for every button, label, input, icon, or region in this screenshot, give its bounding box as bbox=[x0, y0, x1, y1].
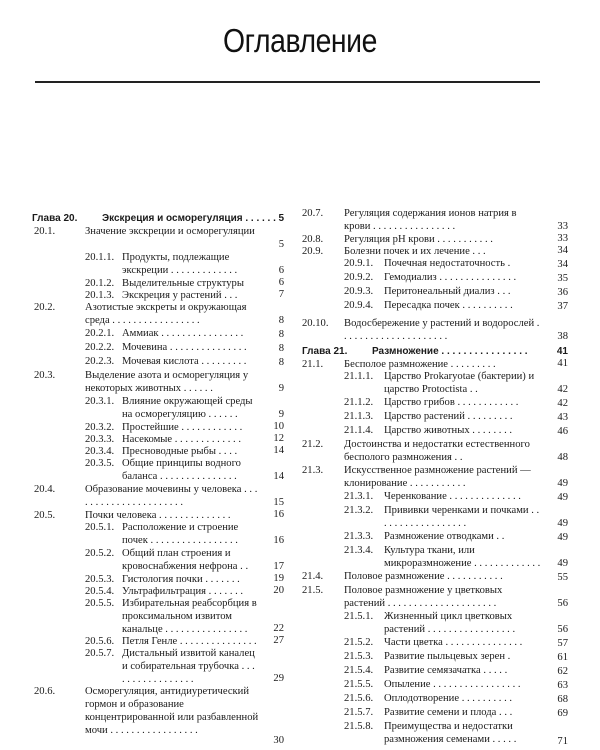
toc-entry[interactable] bbox=[302, 692, 568, 706]
toc-section-title: Экскреция у растений . . . bbox=[122, 290, 238, 301]
toc-section-number: 20.9.1. bbox=[344, 258, 374, 269]
toc-section-title: Бесполое размножение . . . . . . . . . bbox=[344, 359, 496, 370]
toc-section-title: Жизненный цикл цветковых растений . . . . . . . . . . . . . . . . . bbox=[384, 611, 516, 635]
toc-entry[interactable] bbox=[302, 570, 568, 584]
toc-page-number: 46 bbox=[557, 426, 568, 437]
toc-section-number: 20.2.1. bbox=[85, 328, 115, 339]
toc-entry[interactable] bbox=[32, 647, 284, 685]
toc-page-number: 5 bbox=[278, 213, 284, 224]
toc-entry[interactable] bbox=[302, 245, 568, 257]
toc-section-title: Половое размножение . . . . . . . . . . . bbox=[344, 571, 503, 582]
toc-page-number: 49 bbox=[557, 478, 568, 489]
toc-section-title: Мочевая кислота . . . . . . . . . bbox=[122, 356, 247, 367]
toc-section-title: Образование мочевины у человека . . . . . . . . . . . . . . . . . . . . . . bbox=[85, 484, 258, 508]
toc-page-number: 69 bbox=[557, 708, 568, 719]
toc-section-number: 21.3.2. bbox=[344, 505, 374, 516]
toc-page-number: 49 bbox=[557, 532, 568, 543]
toc-section-number: 20.5.7. bbox=[85, 648, 115, 659]
title-divider bbox=[35, 81, 540, 83]
toc-entry[interactable] bbox=[32, 483, 284, 509]
toc-section-number: 21.1. bbox=[302, 359, 324, 370]
toc-page-number: 48 bbox=[557, 452, 568, 463]
toc-page-number: 71 bbox=[557, 736, 568, 747]
toc-entry[interactable] bbox=[302, 664, 568, 678]
toc-page-number: 15 bbox=[273, 497, 284, 508]
toc-section-number: 21.5.8. bbox=[344, 721, 374, 732]
toc-section-title: Насекомые . . . . . . . . . . . . . bbox=[122, 434, 241, 445]
toc-section-number: 21.1.3. bbox=[344, 411, 374, 422]
toc-entry[interactable] bbox=[32, 585, 284, 597]
toc-section-number: 21.1.1. bbox=[344, 371, 374, 382]
toc-section-title: Ультрафильтрация . . . . . . . bbox=[122, 586, 244, 597]
toc-section-title: Общие принципы водного баланса . . . . . . . . . . . . . . . bbox=[122, 458, 241, 482]
toc-page-number: 6 bbox=[278, 265, 284, 276]
toc-entry[interactable] bbox=[302, 317, 568, 343]
toc-section-title: Культура ткани, или микроразмножение . . . . . . . . . . . . . bbox=[384, 545, 541, 569]
toc-page-number: 57 bbox=[557, 638, 568, 649]
toc-page-number: 30 bbox=[273, 735, 284, 746]
toc-section-title: Развитие семязачатка . . . . . bbox=[384, 665, 508, 676]
toc-entry[interactable] bbox=[302, 706, 568, 720]
toc-section-number: 20.5. bbox=[34, 510, 56, 521]
toc-page-number: 61 bbox=[557, 652, 568, 663]
toc-entry[interactable] bbox=[302, 720, 568, 748]
toc-section-title: Мочевина . . . . . . . . . . . . . . . bbox=[122, 342, 247, 353]
toc-section-number: 20.1.1. bbox=[85, 252, 115, 263]
toc-section-title: Выделительные структуры bbox=[122, 278, 244, 289]
toc-section-title: Общий план строения и кровоснабжения нефрона . . bbox=[122, 548, 249, 572]
toc-section-title: Перитонеальный диализ . . . bbox=[384, 286, 511, 297]
toc-page-number: 19 bbox=[273, 573, 284, 584]
toc-section-number: 20.2.2. bbox=[85, 342, 115, 353]
toc-section-title: Искусственное размножение растений — клонирование . . . . . . . . . . . bbox=[344, 465, 531, 489]
toc-page-number: 9 bbox=[278, 409, 284, 420]
toc-page-number: 6 bbox=[278, 277, 284, 288]
toc-entry[interactable] bbox=[302, 410, 568, 424]
toc-entry[interactable] bbox=[302, 358, 568, 370]
toc-section-number: 20.5.6. bbox=[85, 636, 115, 647]
toc-page-number: 43 bbox=[557, 412, 568, 423]
toc-section-title: Преимущества и недостатки размножения семенами . . . . . bbox=[384, 721, 517, 745]
toc-page-number: 36 bbox=[557, 287, 568, 298]
toc-section-number: 21.5.7. bbox=[344, 707, 374, 718]
toc-section-number: 21.3. bbox=[302, 465, 324, 476]
toc-page-number: 16 bbox=[273, 509, 284, 520]
toc-page-number: 10 bbox=[273, 421, 284, 432]
toc-section-title: Гистология почки . . . . . . . bbox=[122, 574, 240, 585]
toc-section-number: 20.1.3. bbox=[85, 290, 115, 301]
toc-entry[interactable] bbox=[302, 271, 568, 285]
toc-page-number: 17 bbox=[273, 561, 284, 572]
toc-section-title: Регуляция содержания ионов натрия в крови . . . . . . . . . . . . . . . . bbox=[344, 208, 517, 232]
toc-section-number: 20.5.2. bbox=[85, 548, 115, 559]
toc-entry[interactable] bbox=[32, 395, 284, 421]
toc-section-number: 21.4. bbox=[302, 571, 324, 582]
toc-chapter-title bbox=[32, 212, 284, 225]
toc-page-number: 8 bbox=[278, 329, 284, 340]
toc-entry[interactable] bbox=[302, 490, 568, 504]
toc-entry[interactable] bbox=[32, 573, 284, 585]
toc-page-number: 55 bbox=[557, 572, 568, 583]
toc-entry[interactable] bbox=[302, 207, 568, 233]
toc-section-number: 20.3. bbox=[34, 370, 56, 381]
toc-page-number: 34 bbox=[557, 259, 568, 270]
toc-entry[interactable] bbox=[32, 445, 284, 457]
toc-section-title: Болезни почек и их лечение . . . bbox=[344, 246, 486, 257]
toc-section-title: Гемодиализ . . . . . . . . . . . . . . . bbox=[384, 272, 517, 283]
toc-section-number: 20.10. bbox=[302, 318, 329, 329]
toc-section-title: Аммиак . . . . . . . . . . . . . . . . bbox=[122, 328, 244, 339]
toc-section-title: Опыление . . . . . . . . . . . . . . . . . bbox=[384, 679, 521, 690]
toc-section-title: Азотистые экскреты и окружающая среда . . . . . . . . . . . . . . . . . bbox=[85, 302, 247, 326]
toc-section-number: 21.5.3. bbox=[344, 651, 374, 662]
toc-section-title: Регуляция pH крови . . . . . . . . . . . bbox=[344, 234, 493, 245]
toc-entry[interactable] bbox=[302, 233, 568, 245]
toc-section-number: 20.9. bbox=[302, 246, 324, 257]
toc-section-title: Дистальный извитой каналец и собирательная трубочка . . . . . . . . . . . . . . . . . bbox=[122, 648, 255, 685]
toc-entry[interactable] bbox=[32, 547, 284, 573]
toc-entry[interactable] bbox=[32, 421, 284, 433]
toc-entry[interactable] bbox=[32, 369, 284, 395]
toc-entry[interactable] bbox=[32, 685, 284, 747]
toc-section-number: 20.4. bbox=[34, 484, 56, 495]
toc-entry[interactable] bbox=[302, 370, 568, 396]
toc-section-title: Царство грибов . . . . . . . . . . . . bbox=[384, 397, 519, 408]
toc-chapter-title bbox=[302, 345, 568, 358]
toc-page-number: 56 bbox=[557, 598, 568, 609]
toc-chapter-number: Глава 21. bbox=[302, 346, 348, 357]
toc-section-title: Пересадка почек . . . . . . . . . . bbox=[384, 300, 513, 311]
toc-section-number: 20.2.3. bbox=[85, 356, 115, 367]
toc-entry[interactable] bbox=[32, 521, 284, 547]
toc-section-title: Значение экскреции и осморегуляции bbox=[85, 226, 255, 237]
toc-section-number: 20.1.2. bbox=[85, 278, 115, 289]
toc-page-number: 29 bbox=[273, 673, 284, 684]
toc-section-number: 20.7. bbox=[302, 208, 324, 219]
toc-section-title: Простейшие . . . . . . . . . . . . bbox=[122, 422, 243, 433]
toc-page-number: 9 bbox=[278, 383, 284, 394]
toc-page-number: 49 bbox=[557, 492, 568, 503]
toc-section-number: 21.3.4. bbox=[344, 545, 374, 556]
toc-page-number: 68 bbox=[557, 694, 568, 705]
toc-section-number: 20.5.1. bbox=[85, 522, 115, 533]
toc-entry[interactable] bbox=[302, 530, 568, 544]
toc-entry[interactable] bbox=[32, 457, 284, 483]
toc-page-number: 49 bbox=[557, 518, 568, 529]
toc-right-column bbox=[302, 207, 568, 748]
toc-page-number: 56 bbox=[557, 624, 568, 635]
toc-section-number: 21.3.3. bbox=[344, 531, 374, 542]
toc-page-number: 12 bbox=[273, 433, 284, 444]
toc-entry[interactable] bbox=[32, 277, 284, 289]
toc-entry[interactable] bbox=[302, 610, 568, 636]
toc-page-number: 33 bbox=[557, 221, 568, 232]
toc-page-number: 35 bbox=[557, 273, 568, 284]
toc-left-column bbox=[32, 207, 284, 747]
toc-entry[interactable] bbox=[302, 584, 568, 610]
toc-section-number: 21.2. bbox=[302, 439, 324, 450]
toc-entry[interactable] bbox=[32, 225, 284, 251]
toc-entry[interactable] bbox=[32, 635, 284, 647]
toc-page-number: 41 bbox=[557, 358, 568, 369]
toc-section-number: 20.5.5. bbox=[85, 598, 115, 609]
toc-entry[interactable] bbox=[302, 650, 568, 664]
toc-entry[interactable] bbox=[32, 597, 284, 635]
toc-section-number: 20.8. bbox=[302, 234, 324, 245]
toc-section-title: Продукты, подлежащие экскреции . . . . . . . . . . . . . bbox=[122, 252, 238, 276]
toc-section-number: 20.5.3. bbox=[85, 574, 115, 585]
toc-section-title: Почки человека . . . . . . . . . . . . . . bbox=[85, 510, 231, 521]
toc-entry[interactable] bbox=[32, 289, 284, 301]
toc-section-title: Достоинства и недостатки естественного бесполого размножения . . bbox=[344, 439, 530, 463]
toc-entry[interactable] bbox=[302, 544, 568, 570]
toc-entry[interactable] bbox=[32, 327, 284, 341]
toc-section-number: 21.3.1. bbox=[344, 491, 374, 502]
toc-page-number: 16 bbox=[273, 535, 284, 546]
toc-section-title: Царство Prokaryotae (бактерии) и царство Protoctista . . bbox=[384, 371, 535, 395]
toc-page-number: 8 bbox=[278, 315, 284, 326]
toc-page-number: 41 bbox=[556, 346, 568, 357]
toc-section-number: 21.5.2. bbox=[344, 637, 374, 648]
toc-page-number: 8 bbox=[278, 343, 284, 354]
toc-section-number: 21.5.5. bbox=[344, 679, 374, 690]
toc-entry[interactable] bbox=[302, 299, 568, 313]
toc-chapter-number: Глава 20. bbox=[32, 213, 78, 224]
toc-page-number: 22 bbox=[273, 623, 284, 634]
toc-section-number: 21.1.2. bbox=[344, 397, 374, 408]
toc-page-number: 63 bbox=[557, 680, 568, 691]
toc-page-number: 37 bbox=[557, 301, 568, 312]
toc-section-title: Оплодотворение . . . . . . . . . . bbox=[384, 693, 513, 704]
toc-chapter-entry[interactable] bbox=[32, 212, 284, 225]
toc-page-number: 34 bbox=[557, 245, 568, 256]
toc-section-number: 21.5. bbox=[302, 585, 324, 596]
toc-entry[interactable] bbox=[32, 341, 284, 355]
toc-entry[interactable] bbox=[302, 504, 568, 530]
toc-section-title: Развитие семени и плода . . . bbox=[384, 707, 513, 718]
toc-section-number: 21.5.6. bbox=[344, 693, 374, 704]
toc-entry[interactable] bbox=[32, 433, 284, 445]
toc-chapter-text: Экскреция и осморегуляция . . . . . . bbox=[102, 213, 276, 224]
toc-section-title: Царство животных . . . . . . . . bbox=[384, 425, 513, 436]
toc-entry[interactable] bbox=[302, 257, 568, 271]
toc-entry[interactable] bbox=[32, 355, 284, 369]
toc-section-number: 20.6. bbox=[34, 686, 56, 697]
toc-page-number: 33 bbox=[557, 233, 568, 244]
toc-section-title: Половое размножение у цветковых растений . . . . . . . . . . . . . . . . . . . . . bbox=[344, 585, 503, 609]
toc-section-number: 20.9.4. bbox=[344, 300, 374, 311]
toc-entry[interactable] bbox=[302, 396, 568, 410]
toc-section-number: 21.1.4. bbox=[344, 425, 374, 436]
toc-section-number: 20.3.4. bbox=[85, 446, 115, 457]
toc-section-number: 20.3.3. bbox=[85, 434, 115, 445]
toc-section-title: Петля Генле . . . . . . . . . . . . . . . bbox=[122, 636, 257, 647]
toc-page-number: 5 bbox=[278, 239, 284, 250]
toc-section-title: Избирательная реабсорбция в проксимальном извитом канальце . . . . . . . . . . . . . . . . bbox=[122, 598, 257, 635]
toc-section-title: Царство растений . . . . . . . . . bbox=[384, 411, 513, 422]
toc-entry[interactable] bbox=[302, 285, 568, 299]
toc-section-title: Прививки черенками и почками . . . . . . . . . . . . . . . . . . bbox=[384, 505, 540, 529]
toc-section-title: Выделение азота и осморегуляция у некоторых животных . . . . . . bbox=[85, 370, 249, 394]
toc-section-title: Расположение и строение почек . . . . . . . . . . . . . . . . . bbox=[122, 522, 239, 546]
toc-section-number: 20.9.2. bbox=[344, 272, 374, 283]
toc-section-number: 20.1. bbox=[34, 226, 56, 237]
toc-entry[interactable] bbox=[302, 424, 568, 438]
toc-entry[interactable] bbox=[32, 301, 284, 327]
toc-page-number: 7 bbox=[278, 289, 284, 300]
toc-chapter-entry[interactable] bbox=[302, 345, 568, 358]
toc-section-number: 20.5.4. bbox=[85, 586, 115, 597]
toc-section-number: 21.5.4. bbox=[344, 665, 374, 676]
toc-page-number: 62 bbox=[557, 666, 568, 677]
toc-section-title: Осморегуляция, антидиуретический гормон и образование концентрированной или разбавленной мочи . . . . . . . . . . . . . . . . . bbox=[85, 686, 259, 736]
toc-section-title: Части цветка . . . . . . . . . . . . . . . bbox=[384, 637, 523, 648]
toc-page-number: 8 bbox=[278, 357, 284, 368]
toc-section-number: 20.3.1. bbox=[85, 396, 115, 407]
toc-entry[interactable] bbox=[302, 636, 568, 650]
toc-section-number: 20.2. bbox=[34, 302, 56, 313]
toc-page-number: 42 bbox=[557, 398, 568, 409]
toc-entry[interactable] bbox=[302, 438, 568, 464]
toc-page-number: 42 bbox=[557, 384, 568, 395]
toc-section-title: Почечная недостаточность . bbox=[384, 258, 511, 269]
toc-page-number: 20 bbox=[273, 585, 284, 596]
toc-section-title: Водосбережение у растений и водорослей . . . . . . . . . . . . . . . . . . . . . bbox=[344, 318, 540, 342]
toc-section-number: 20.3.2. bbox=[85, 422, 115, 433]
toc-page-number: 38 bbox=[557, 331, 568, 342]
toc-page-number: 14 bbox=[273, 445, 284, 456]
toc-section-title: Черенкование . . . . . . . . . . . . . . bbox=[384, 491, 521, 502]
toc-entry[interactable] bbox=[32, 509, 284, 521]
toc-section-number: 21.5.1. bbox=[344, 611, 374, 622]
toc-page-number: 49 bbox=[557, 558, 568, 569]
toc-section-number: 20.3.5. bbox=[85, 458, 115, 469]
toc-entry[interactable] bbox=[302, 464, 568, 490]
toc-entry[interactable] bbox=[32, 251, 284, 277]
toc-section-number: 20.9.3. bbox=[344, 286, 374, 297]
toc-entry[interactable] bbox=[302, 678, 568, 692]
toc-section-title: Размножение отводками . . bbox=[384, 531, 505, 542]
toc-page-number: 27 bbox=[273, 635, 284, 646]
page-title: Оглавление bbox=[223, 22, 377, 59]
toc-section-title: Влияние окружающей среды на осморегуляцию . . . . . . bbox=[122, 396, 253, 420]
toc-chapter-text: Размножение . . . . . . . . . . . . . . . . bbox=[372, 346, 528, 357]
toc-section-title: Пресноводные рыбы . . . . bbox=[122, 446, 238, 457]
toc-section-title: Развитие пыльцевых зерен . bbox=[384, 651, 511, 662]
toc-page-number: 14 bbox=[273, 471, 284, 482]
